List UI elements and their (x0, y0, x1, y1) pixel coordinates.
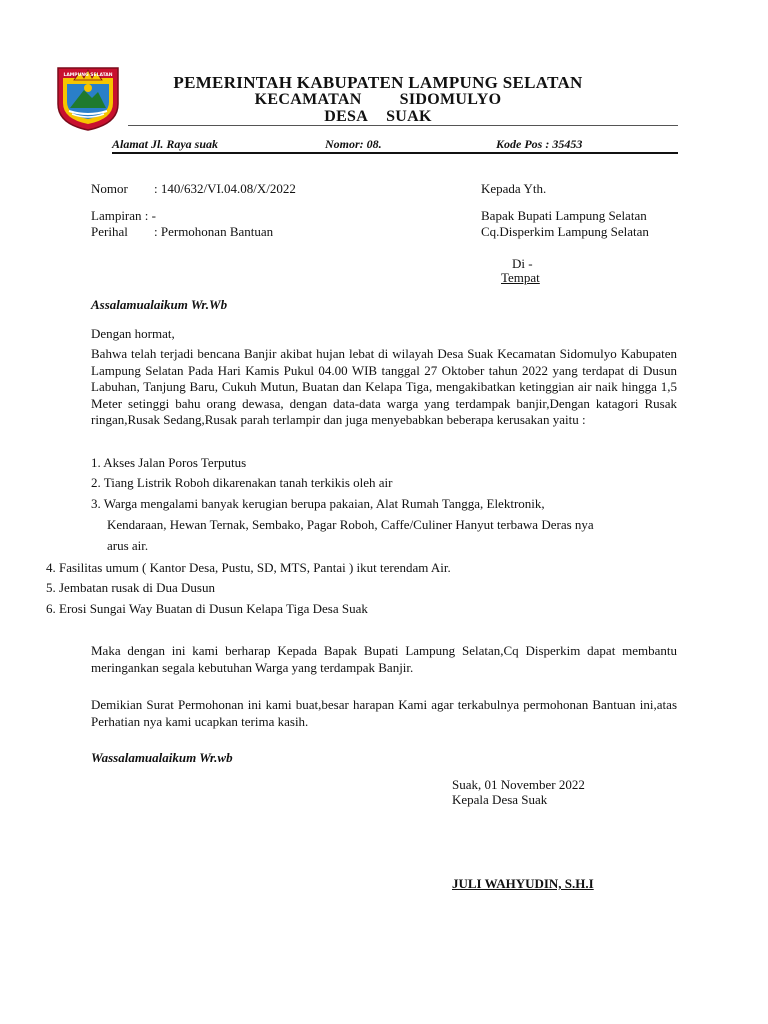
nomor-value: : 140/632/VI.04.08/X/2022 (154, 181, 296, 196)
nomor-label: Nomor (91, 181, 128, 196)
letterhead-government: PEMERINTAH KABUPATEN LAMPUNG SELATAN (173, 73, 583, 92)
list-item: 3. Warga mengalami banyak kerugian berupa pakaian, Alat Rumah Tangga, Elektronik, (91, 496, 545, 511)
closing-greeting: Wassalamualaikum Wr.wb (91, 750, 233, 765)
list-item: 4. Fasilitas umum ( Kantor Desa, Pustu, SD, MTS, Pantai ) ikut terendam Air. (46, 560, 451, 575)
letterhead-kecamatan: KECAMATAN SIDOMULYO (254, 91, 502, 108)
list-item: 6. Erosi Sungai Way Buatan di Dusun Kelapa Tiga Desa Suak (46, 601, 368, 616)
address: Alamat Jl. Raya suak (112, 137, 219, 151)
perihal-label: Perihal (91, 224, 128, 239)
paragraph-incident: Bahwa telah terjadi bencana Banjir akibat hujan lebat di wilayah Desa Suak Kecamatan Sidomulyo Kabupaten Lampung Selatan Pada Hari Kamis Pukul 04.00 WIB tanggal 27 Oktober tahun 2022 yang terdapat di Dusun Labuhan, Tanjung Baru, Cukuh Mutun, Buatan dan Kelapa Tiga, mengakibatkan ketinggian air naik hingga 1,5 Meter setinggi bahu orang dewasa, dengan data-data warga yang terdampak banjir,Dengan katagori Rusak ringan,Rusak Sedang,Rusak parah terlampir dan juga menyebabkan beberapa kerusakan yaitu : (91, 346, 677, 427)
opening: Dengan hormat, (91, 326, 175, 341)
place-date: Suak, 01 November 2022 (452, 777, 585, 792)
header-number: Nomor: 08. (325, 137, 382, 151)
greeting: Assalamualaikum Wr.Wb (91, 297, 228, 312)
recipient-line2: Cq.Disperkim Lampung Selatan (481, 224, 649, 239)
signatory-title: Kepala Desa Suak (452, 792, 548, 807)
header-divider-thick (112, 152, 678, 154)
list-item-continuation: arus air. (107, 538, 149, 553)
postal-code: Kode Pos : 35453 (496, 137, 583, 151)
paragraph-request: Maka dengan ini kami berharap Kepada Bapak Bupati Lampung Selatan,Cq Disperkim dapat membantu meringankan segala kebutuhan Warga yang terdampak Banjir. (91, 643, 677, 675)
recipient-tempat: Tempat (501, 270, 540, 285)
list-item-continuation: Kendaraan, Hewan Ternak, Sembako, Pagar Roboh, Caffe/Culiner Hanyut terbawa Deras nya (107, 517, 594, 532)
paragraph-closing: Demikian Surat Permohonan ini kami buat,besar harapan Kami agar terkabulnya permohonan Bantuan ini,atas Perhatian nya kami ucapkan terima kasih. (91, 697, 677, 729)
recipient-kepada: Kepada Yth. (481, 181, 547, 196)
list-item: 1. Akses Jalan Poros Terputus (91, 455, 247, 470)
list-item: 5. Jembatan rusak di Dua Dusun (46, 580, 215, 595)
signatory-name: JULI WAHYUDIN, S.H.I (452, 876, 594, 891)
list-item: 2. Tiang Listrik Roboh dikarenakan tanah terkikis oleh air (91, 475, 393, 490)
perihal-value: : Permohonan Bantuan (154, 224, 274, 239)
letterhead-desa: DESA SUAK (324, 108, 432, 125)
recipient-line1: Bapak Bupati Lampung Selatan (481, 208, 647, 223)
recipient-di: Di - (512, 256, 533, 271)
regency-logo (54, 64, 122, 132)
header-divider-thin (128, 125, 678, 126)
lampiran: Lampiran : - (91, 208, 156, 223)
logo-text: LAMPUNG SELATAN (63, 73, 113, 78)
